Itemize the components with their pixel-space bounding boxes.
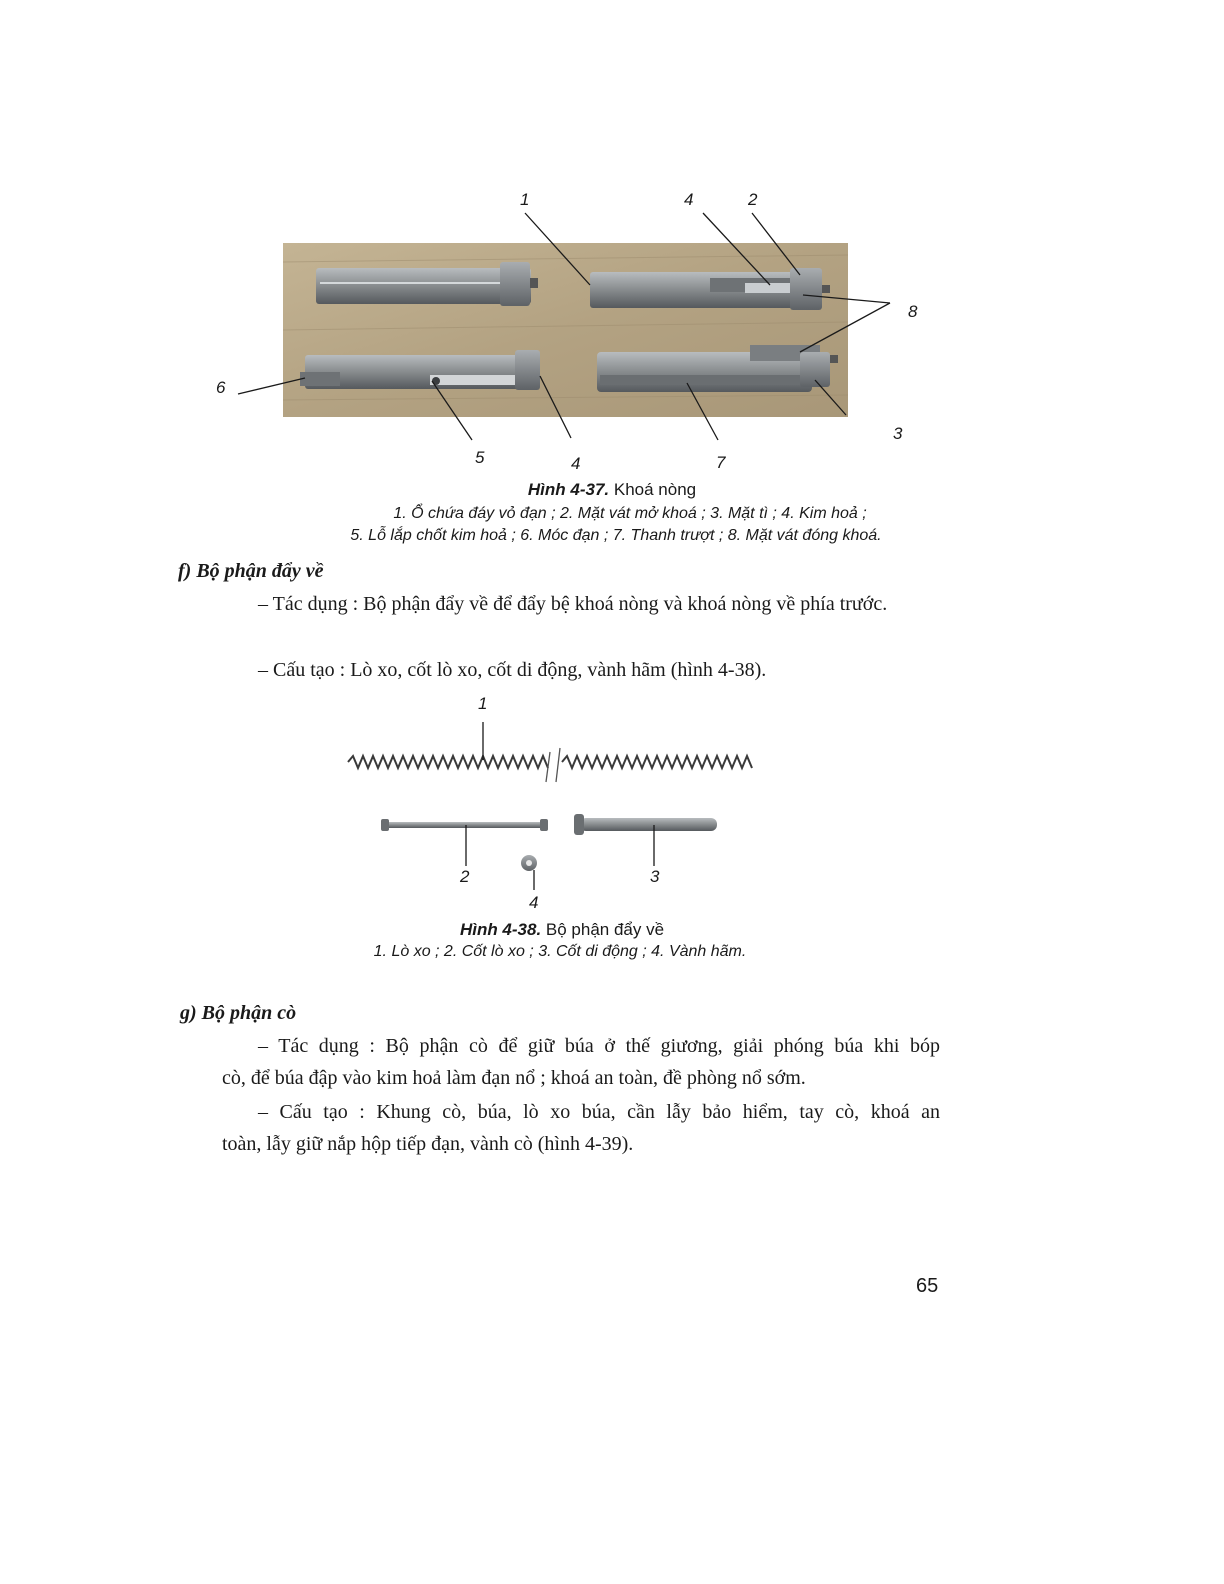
section-f-para2-text: – Cấu tạo : Lò xo, cốt lò xo, cốt di động, vành hãm (hình 4-38). [258, 659, 767, 681]
movable-rod [574, 814, 717, 835]
figure-4-38-title [312, 920, 812, 940]
figure-4-37-legend-line-1: 1. Ổ chứa đáy vỏ đạn ; 2. Mặt vát mở khoá ; 3. Mặt tì ; 4. Kim hoả ; [393, 505, 867, 522]
figure-4-37-title [362, 480, 862, 500]
bolt-part-top-left [316, 262, 538, 306]
figure-4-38-leader-lines [466, 825, 654, 890]
section-f-paragraph-1 [222, 588, 940, 620]
callout-4-top: 4 [684, 190, 694, 209]
callout-fig2-2: 2 [460, 867, 470, 886]
section-f-paragraph-2 [222, 654, 940, 686]
callout-8: 8 [908, 302, 918, 321]
retaining-ring [521, 855, 537, 871]
bolt-part-top-right [590, 268, 830, 310]
section-f-heading: f) Bộ phận đẩy về [178, 560, 324, 582]
callout-2: 2 [748, 190, 758, 209]
figure-4-38-number: Hình 4-38. [459, 920, 542, 939]
section-f-para1-text: – Tác dụng : Bộ phận đẩy về để đẩy bệ khoá nòng và khoá nòng về phía trước. [258, 593, 888, 615]
callout-7: 7 [716, 453, 726, 472]
figure-4-37-number: Hình 4-37. [527, 480, 610, 499]
bolt-part-bottom-left [300, 350, 540, 390]
figure-4-38-name: Bộ phận đẩy về [541, 920, 665, 939]
section-g-para2-line1 [222, 1096, 940, 1128]
section-g-heading: g) Bộ phận cò [180, 1002, 297, 1024]
section-g-para2-line1-text: – Cấu tạo : Khung cò, búa, lò xo búa, cần lẫy bảo hiểm, tay cò, khoá an [258, 1101, 940, 1123]
callout-4-bottom: 4 [571, 454, 581, 473]
callout-3: 3 [893, 424, 903, 443]
section-g-para2-line2: toàn, lẫy giữ nắp hộp tiếp đạn, vành cò (hình 4-39). [222, 1133, 634, 1155]
callout-5: 5 [475, 448, 485, 467]
callout-1: 1 [520, 190, 530, 209]
callout-6: 6 [216, 378, 226, 397]
section-g-para1-line2: cò, để búa đập vào kim hoả làm đạn nổ ; khoá an toàn, đề phòng nổ sớm. [222, 1067, 806, 1089]
bolt-part-bottom-right [597, 345, 838, 392]
spring-guide-rod [381, 819, 548, 831]
figure-4-37-legend-line-2: 5. Lỗ lắp chốt kim hoả ; 6. Móc đạn ; 7. Thanh trượt ; 8. Mặt vát đóng khoá. [350, 527, 882, 544]
section-g-para1-line1-text: – Tác dụng : Bộ phận cò để giữ búa ở thế giương, giải phóng búa khi bóp [258, 1035, 940, 1057]
callout-fig2-1: 1 [478, 694, 488, 713]
figure-4-38-legend: 1. Lò xo ; 2. Cốt lò xo ; 3. Cốt di động ; 4. Vành hãm. [373, 943, 747, 960]
page-number: 65 [916, 1275, 939, 1297]
section-g-para1-line1 [222, 1030, 940, 1062]
callout-fig2-4: 4 [529, 893, 539, 912]
spring-illustration [348, 722, 752, 782]
callout-fig2-3: 3 [650, 867, 660, 886]
figure-4-37-name: Khoá nòng [609, 480, 697, 499]
